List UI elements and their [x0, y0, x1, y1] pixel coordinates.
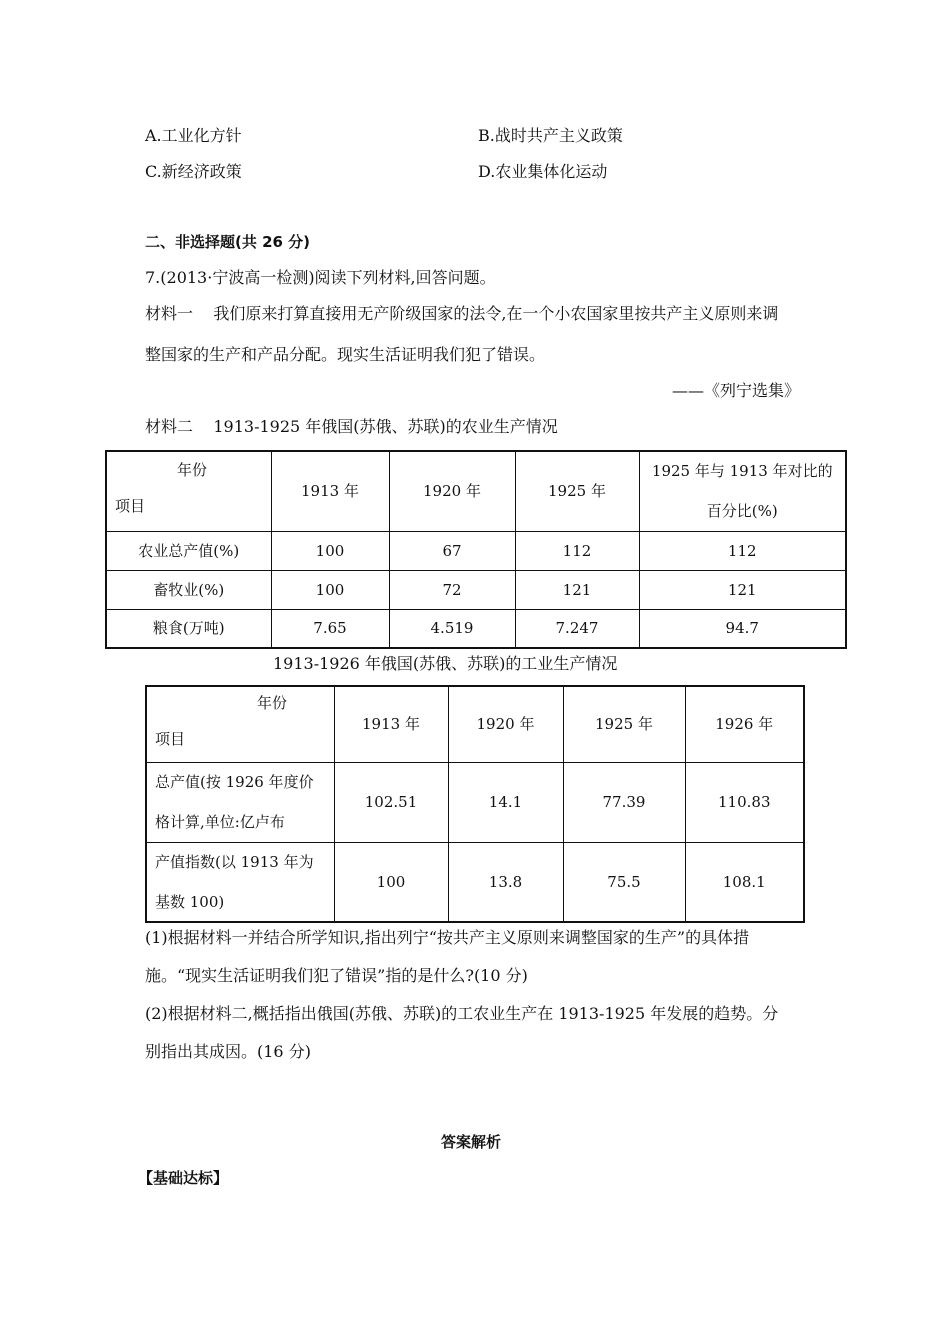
table1-cell: 100	[271, 570, 389, 609]
table2-cell: 14.1	[448, 762, 563, 842]
table1-header-compare	[639, 451, 846, 531]
table1-row-label: 畜牧业(%)	[106, 570, 271, 609]
table1-corner-item: 项目	[115, 497, 146, 516]
table1-cell: 72	[389, 570, 515, 609]
table1-row-label: 粮食(万吨)	[106, 609, 271, 648]
material-1-source: ——《列宁选集》	[672, 381, 801, 400]
table1-compare-line1: 1925 年与 1913 年对比的	[651, 462, 833, 481]
table1-header-1920: 1920 年	[389, 451, 515, 531]
table1-cell: 121	[639, 570, 846, 609]
table1-cell: 100	[271, 531, 389, 570]
table1-header-1913: 1913 年	[271, 451, 389, 531]
table1-cell: 67	[389, 531, 515, 570]
table1-cell: 94.7	[639, 609, 846, 648]
option-d: D.农业集体化运动	[478, 162, 608, 181]
section-heading: 二、非选择题(共 26 分)	[145, 233, 311, 251]
table2-row-label	[146, 762, 334, 842]
table2-row-label	[146, 842, 334, 922]
table2-cell: 75.5	[563, 842, 685, 922]
table1-cell: 121	[515, 570, 639, 609]
table2-header-1926: 1926 年	[685, 686, 804, 762]
table2-corner-cell	[146, 686, 334, 762]
table2-row-label-line1: 产值指数(以 1913 年为	[155, 852, 314, 871]
table1-row-label: 农业总产值(%)	[106, 531, 271, 570]
table2-corner-year: 年份	[257, 694, 288, 713]
question-1-line-1: (1)根据材料一并结合所学知识,指出列宁“按共产主义原则来调整国家的生产”的具体措	[145, 928, 750, 947]
table2-cell: 110.83	[685, 762, 804, 842]
option-b: B.战时共产主义政策	[478, 126, 623, 145]
question-7-intro: 7.(2013·宁波高一检测)阅读下列材料,回答问题。	[145, 268, 496, 287]
table1-cell: 112	[515, 531, 639, 570]
table2-cell: 100	[334, 842, 448, 922]
table2-cell: 13.8	[448, 842, 563, 922]
question-2-line-1: (2)根据材料二,概括指出俄国(苏俄、苏联)的工农业生产在 1913-1925 年发展的趋势。分	[145, 1004, 779, 1023]
table1-header-1925: 1925 年	[515, 451, 639, 531]
table2-row-label-line2: 格计算,单位:亿卢布	[155, 813, 285, 831]
table2-header-1925: 1925 年	[563, 686, 685, 762]
table1-compare-line2: 百分比(%)	[706, 502, 778, 521]
table2-header-1913: 1913 年	[334, 686, 448, 762]
table1-cell: 7.65	[271, 609, 389, 648]
question-1-line-2: 施。“现实生活证明我们犯了错误”指的是什么?(10 分)	[145, 966, 528, 985]
table2-caption: 1913-1926 年俄国(苏俄、苏联)的工业生产情况	[273, 654, 618, 673]
material-1-line-1: 材料一 我们原来打算直接用无产阶级国家的法令,在一个小农国家里按共产主义原则来调	[145, 304, 779, 323]
option-a: A.工业化方针	[145, 126, 242, 145]
table1-corner-cell	[106, 451, 271, 531]
table2-cell: 102.51	[334, 762, 448, 842]
material-2-title: 材料二 1913-1925 年俄国(苏俄、苏联)的农业生产情况	[145, 417, 558, 436]
question-2-line-2: 别指出其成因。(16 分)	[145, 1042, 311, 1061]
answer-title: 答案解析	[441, 1133, 502, 1151]
table2-row-label-line2: 基数 100)	[155, 892, 225, 911]
table2-row-label-line1: 总产值(按 1926 年度价	[155, 773, 314, 791]
table2-corner-item: 项目	[155, 730, 186, 749]
table1-cell: 112	[639, 531, 846, 570]
industry-table	[145, 685, 805, 923]
table2-header-1920: 1920 年	[448, 686, 563, 762]
table1-corner-year: 年份	[177, 461, 208, 480]
table1-cell: 7.247	[515, 609, 639, 648]
option-c: C.新经济政策	[145, 162, 242, 181]
table1-cell: 4.519	[389, 609, 515, 648]
material-1-line-2: 整国家的生产和产品分配。现实生活证明我们犯了错误。	[145, 345, 546, 364]
table2-cell: 108.1	[685, 842, 804, 922]
agriculture-table	[105, 450, 847, 649]
answer-subtitle: 【基础达标】	[138, 1169, 229, 1187]
table2-cell: 77.39	[563, 762, 685, 842]
